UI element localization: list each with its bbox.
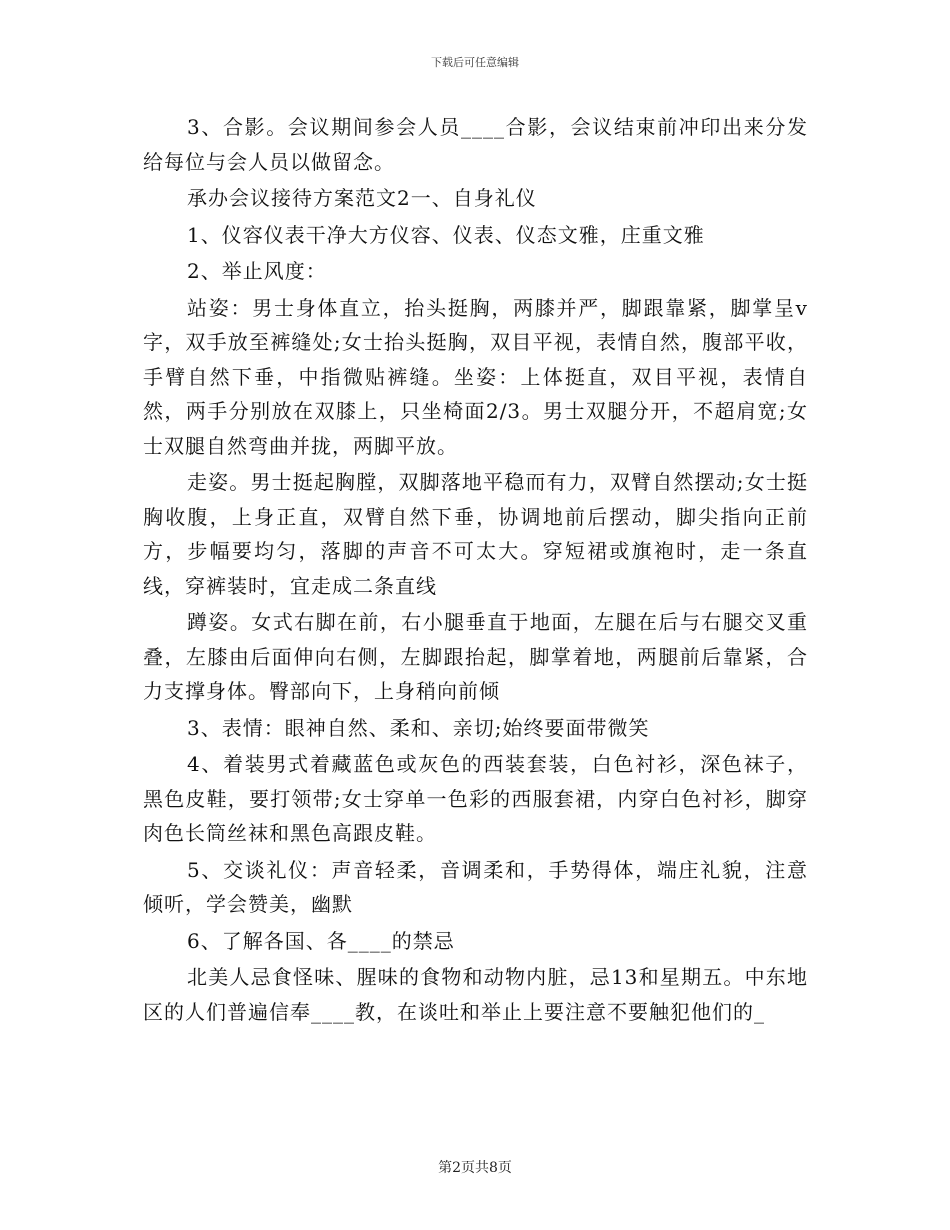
paragraph: 站姿：男士身体直立，抬头挺胸，两膝并严，脚跟靠紧，脚掌呈v字，双手放至裤缝处;女士抬头挺胸，双目平视，表情自然，腹部平收，手臂自然下垂，中指微贴裤缝。坐姿：上体挺直，双目平视，表情自然，两手分别放在双膝上，只坐椅面2/3。男士双腿分开，不超肩宽;女士双腿自然弯曲并拢，两脚平放。 xyxy=(143,295,808,458)
paragraph: 北美人忌食怪味、腥味的食物和动物内脏，忌13和星期五。中东地区的人们普遍信奉____教，在谈吐和举止上要注意不要触犯他们的_ xyxy=(143,965,808,1024)
paragraph: 3、合影。会议期间参会人员____合影，会议结束前冲印出来分发给每位与会人员以做留念。 xyxy=(143,115,808,174)
page-footer: 第2页共8页 xyxy=(438,1160,512,1176)
page-header: 下载后可任意编辑 xyxy=(431,56,519,69)
paragraph: 6、了解各国、各____的禁忌 xyxy=(187,928,455,953)
document-body xyxy=(143,110,808,1031)
paragraph: 承办会议接待方案范文2一、自身礼仪 xyxy=(187,186,537,210)
paragraph: 2、举止风度： xyxy=(187,259,327,283)
paragraph: 蹲姿。女式右脚在前，右小腿垂直于地面，左腿在后与右腿交叉重叠，左膝由后面伸向右侧，左脚跟抬起，脚掌着地，两腿前后靠紧，合力支撑身体。臀部向下，上身稍向前倾 xyxy=(143,610,808,703)
paragraph: 4、着装男式着藏蓝色或灰色的西装套装，白色衬衫，深色袜子，黑色皮鞋，要打领带;女士穿单一色彩的西服套裙，内穿白色衬衫，脚穿肉色长筒丝袜和黑色高跟皮鞋。 xyxy=(143,752,808,845)
paragraph: 1、仪容仪表干净大方仪容、仪表、仪态文雅，庄重文雅 xyxy=(187,222,705,247)
paragraph: 走姿。男士挺起胸膛，双脚落地平稳而有力，双臂自然摆动;女士挺胸收腹，上身正直，双臂自然下垂，协调地前后摆动，脚尖指向正前方，步幅要均匀，落脚的声音不可太大。穿短裙或旗袍时，走一条直线，穿裤装时，宜走成二条直线 xyxy=(143,470,808,598)
paragraph: 3、表情：眼神自然、柔和、亲切;始终要面带微笑 xyxy=(187,715,650,740)
paragraph: 5、交谈礼仪：声音轻柔，音调柔和，手势得体，端庄礼貌，注意倾听，学会赞美，幽默 xyxy=(143,857,808,916)
